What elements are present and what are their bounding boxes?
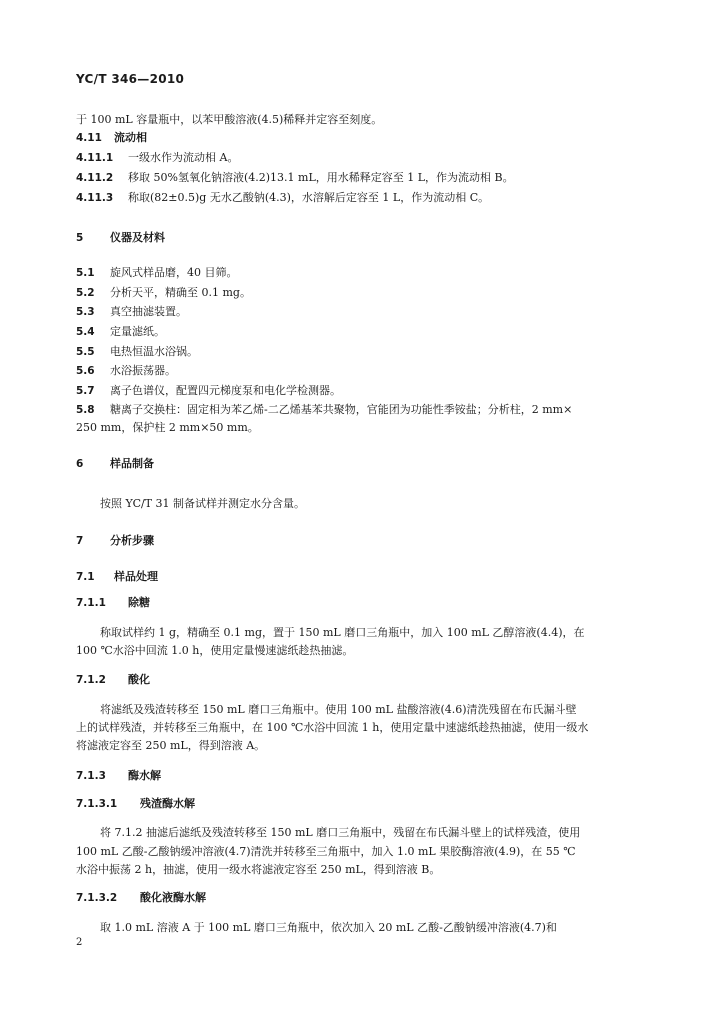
- paragraph-line: 100 ℃水浴中回流 1.0 h，使用定量慢速滤纸趁热抽滤。: [76, 644, 354, 657]
- section-number: 5: [76, 232, 84, 244]
- clause-number: 5.8: [76, 404, 95, 416]
- section-title: 残渣酶水解: [140, 797, 195, 810]
- section-number: 7.1.3: [76, 770, 106, 782]
- clause-4-11-1: [76, 151, 238, 165]
- clause-4-11-3: [76, 191, 489, 205]
- paragraph-line: 将 7.1.2 抽滤后滤纸及残渣转移至 150 mL 磨口三角瓶中，残留在布氏漏斗壁上的试样残渣，使用: [100, 826, 581, 839]
- text-line: 于 100 mL 容量瓶中，以苯甲酸溶液(4.5)稀释并定容至刻度。: [76, 113, 383, 126]
- paragraph-line: 取 1.0 mL 溶液 A 于 100 mL 磨口三角瓶中，依次加入 20 mL 乙酸-乙酸钠缓冲溶液(4.7)和: [100, 921, 557, 934]
- paragraph-line: 将滤液定容至 250 mL，得到溶液 A。: [76, 739, 266, 752]
- clause-5-5: [76, 345, 198, 359]
- section-number: 7.1.3.2: [76, 892, 118, 904]
- clause-text: 移取 50%氢氧化钠溶液(4.2)13.1 mL，用水稀释定容至 1 L，作为流动相 B。: [128, 171, 514, 184]
- clause-text: 称取(82±0.5)g 无水乙酸钠(4.3)，水溶解后定容至 1 L，作为流动相 C。: [128, 191, 490, 204]
- paragraph-line: 将滤纸及残渣转移至 150 mL 磨口三角瓶中。使用 100 mL 盐酸溶液(4.6)清洗残留在布氏漏斗壁: [100, 703, 577, 716]
- section-title: 仪器及材料: [110, 231, 165, 244]
- clause-number: 4.11.2: [76, 172, 114, 184]
- clause-number: 5.4: [76, 326, 95, 338]
- clause-text: 分析天平，精确至 0.1 mg。: [110, 286, 251, 299]
- clause-number: 4.11.1: [76, 152, 114, 164]
- section-number: 4.11: [76, 132, 102, 144]
- section-7-1-1-heading: [76, 596, 150, 610]
- section-title: 酸化: [128, 673, 150, 686]
- clause-number: 5.2: [76, 287, 95, 299]
- section-number: 7.1.2: [76, 674, 106, 686]
- section-number: 7.1: [76, 571, 95, 583]
- section-title: 样品制备: [110, 457, 154, 470]
- section-4-11: [76, 131, 147, 145]
- clause-5-3: [76, 305, 187, 319]
- paragraph-line: 水浴中振荡 2 h，抽滤，使用一级水将滤液定容至 250 mL，得到溶液 B。: [76, 863, 441, 876]
- section-5-heading: [76, 231, 165, 245]
- clause-number: 5.7: [76, 385, 95, 397]
- section-6-heading: [76, 457, 154, 471]
- paragraph-6: 按照 YC/T 31 制备试样并测定水分含量。: [100, 497, 306, 510]
- clause-text: 糖离子交换柱：固定相为苯乙烯-二乙烯基苯共聚物，官能团为功能性季铵盐；分析柱，2 mm×: [110, 403, 573, 416]
- section-title: 流动相: [114, 131, 147, 144]
- section-title: 除糖: [128, 596, 150, 609]
- clause-5-1: [76, 266, 238, 280]
- paragraph-line: 称取试样约 1 g，精确至 0.1 mg，置于 150 mL 磨口三角瓶中，加入 100 mL 乙醇溶液(4.4)，在: [100, 626, 585, 639]
- clause-number: 5.5: [76, 346, 95, 358]
- clause-number: 5.3: [76, 306, 95, 318]
- clause-5-8-continuation: 250 mm，保护柱 2 mm×50 mm。: [76, 421, 259, 434]
- clause-text: 离子色谱仪，配置四元梯度泵和电化学检测器。: [110, 384, 341, 397]
- clause-text: 水浴振荡器。: [110, 364, 176, 377]
- clause-5-6: [76, 364, 176, 378]
- section-7-1-heading: [76, 570, 158, 584]
- standard-header: YC/T 346—2010: [76, 72, 185, 86]
- page-number: 2: [76, 937, 83, 948]
- section-title: 分析步骤: [110, 534, 154, 547]
- clause-text: 一级水作为流动相 A。: [128, 151, 239, 164]
- section-7-1-2-heading: [76, 673, 150, 687]
- section-7-1-3-2-heading: [76, 891, 206, 905]
- section-7-1-3-1-heading: [76, 797, 195, 811]
- section-title: 酶水解: [128, 769, 161, 782]
- paragraph-line: 上的试样残渣，并转移至三角瓶中，在 100 ℃水浴中回流 1 h，使用定量中速滤纸趁热抽滤，使用一级水: [76, 721, 589, 734]
- section-number: 7.1.1: [76, 597, 106, 609]
- clause-text: 电热恒温水浴锅。: [110, 345, 198, 358]
- clause-number: 5.1: [76, 267, 95, 279]
- clause-text: 真空抽滤装置。: [110, 305, 187, 318]
- clause-text: 旋风式样品磨，40 目筛。: [110, 266, 238, 279]
- section-7-1-3-heading: [76, 769, 161, 783]
- section-number: 6: [76, 458, 84, 470]
- paragraph-line: 100 mL 乙酸-乙酸钠缓冲溶液(4.7)清洗并转移至三角瓶中，加入 1.0 mL 果胶酶溶液(4.9)，在 55 ℃: [76, 845, 576, 858]
- section-title: 酸化液酶水解: [140, 891, 206, 904]
- clause-5-8: [76, 403, 572, 417]
- section-title: 样品处理: [114, 570, 158, 583]
- clause-number: 5.6: [76, 365, 95, 377]
- clause-text: 定量滤纸。: [110, 325, 165, 338]
- clause-4-11-2: [76, 171, 514, 185]
- section-7-heading: [76, 534, 154, 548]
- section-number: 7.1.3.1: [76, 798, 118, 810]
- clause-5-7: [76, 384, 341, 398]
- clause-5-4: [76, 325, 165, 339]
- clause-5-2: [76, 286, 251, 300]
- clause-number: 4.11.3: [76, 192, 114, 204]
- section-number: 7: [76, 535, 84, 547]
